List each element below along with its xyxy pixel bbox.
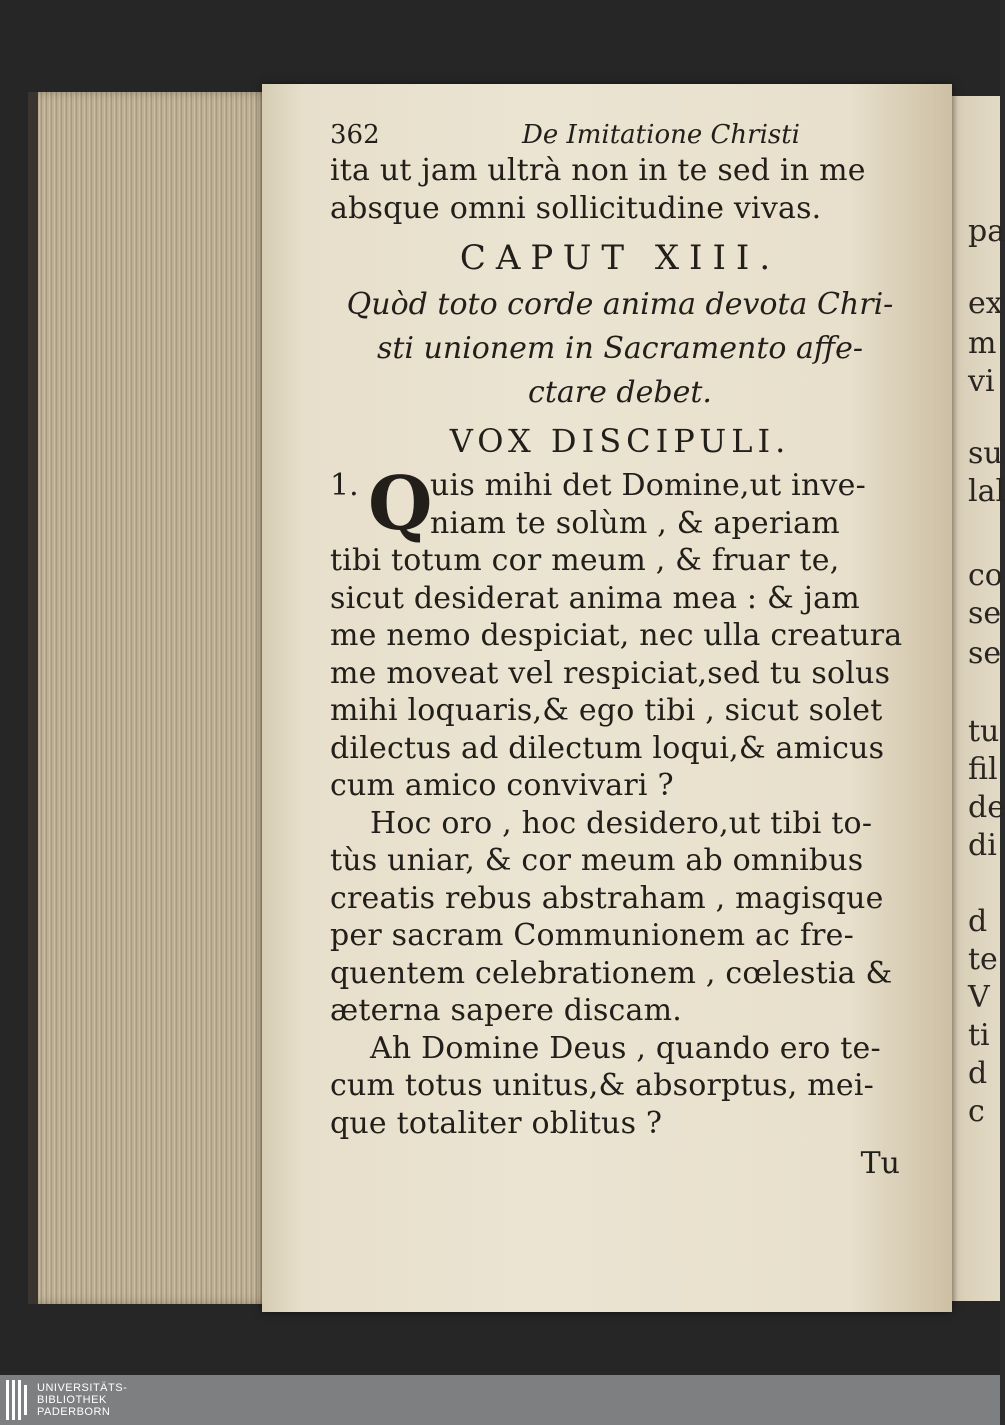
text-line: cum amico convivari ? [330,768,674,803]
next-page-fragment: m [968,326,997,361]
text-line: sicut desiderat anima mea : & jam [330,580,860,616]
paragraph-3 [330,1030,910,1143]
library-name-line: PADERBORN [37,1406,111,1418]
next-page-fragment: se [968,596,1002,631]
page-number: 362 [330,120,380,150]
library-name-line: UNIVERSITÄTS- [37,1382,128,1394]
next-page-fragment: te [968,942,998,977]
text-line: per sacram Communionem ac fre- [330,918,854,953]
next-page-fragment: su [968,436,1003,471]
next-page-fragment: V [968,980,990,1015]
text-line: creatis rebus abstraham , magisque [330,880,884,916]
text-line: uis mihi det Domine,ut inve- [430,468,866,503]
text-line: quentem celebrationem , cœlestia & [330,955,893,991]
page-text [330,118,910,1186]
next-page-fragment: se [968,636,1002,671]
next-page-fragment: ex [968,286,1003,321]
running-title: De Imitatione Christi [522,120,800,150]
next-page-fragment: tu [968,714,1000,749]
text-line: mihi loquaris,& ego tibi , sicut solet [330,693,883,728]
paragraph-number: 1. [330,468,359,503]
library-name-line: BIBLIOTHEK [37,1394,107,1406]
drop-capital: Q [368,461,433,547]
next-page-fragment: pa [968,214,1005,249]
next-page-fragment: de [968,790,1005,825]
text-line: me nemo despiciat, nec ulla creatura [330,618,903,653]
paragraph-2 [330,805,910,1030]
text-line: Hoc oro , hoc desidero,ut tibi to- [370,805,873,841]
chapter-title-line: Quòd toto corde anima devota Chri- [346,287,894,322]
text-line: absque omni sollicitudine vivas. [330,190,822,226]
text-line: ita ut jam ultrà non in te sed in me [330,153,866,188]
next-page-fragment: ti [968,1018,990,1053]
text-line: cum totus unitus,& absorptus, mei- [330,1068,874,1103]
next-page-fragment: fil [968,752,998,787]
next-page-fragment: lal [968,474,1005,509]
running-header [330,118,800,152]
next-page-fragment: d [968,1056,988,1091]
text-line: dilectus ad dilectum loqui,& amicus [330,730,885,766]
text-line: que totaliter oblitus ? [330,1105,663,1141]
text-line: tùs uniar, & cor meum ab omnibus [330,843,864,878]
next-page-fragment: di [968,828,997,863]
next-page-fragment: vi [968,364,995,399]
text-line: niam te solùm , & aperiam [430,505,840,541]
next-page-fragment: co [968,558,1003,593]
next-page-fragment: c [968,1094,985,1129]
paragraph-1 [330,461,910,805]
library-footer [0,1375,1000,1425]
text-line: Ah Domine Deus , quando ero te- [370,1030,881,1066]
chapter-title-line: sti unionem in Sacramento affe- [376,331,864,366]
text-line: æterna sapere discam. [330,993,683,1028]
text-line: tibi totum cor meum , & fruar te, [330,543,840,578]
chapter-heading: CAPUT XIII. [459,238,781,278]
catchword: Tu [860,1146,900,1181]
library-logo-icon [6,1380,27,1420]
chapter-title-line: ctare debet. [528,375,712,410]
next-page-fragment: d [968,904,988,939]
library-name [37,1382,127,1418]
text-line: me moveat vel respiciat,sed tu solus [330,655,891,691]
voice-heading: VOX DISCIPULI. [449,422,791,460]
book-page-edges [28,92,278,1304]
